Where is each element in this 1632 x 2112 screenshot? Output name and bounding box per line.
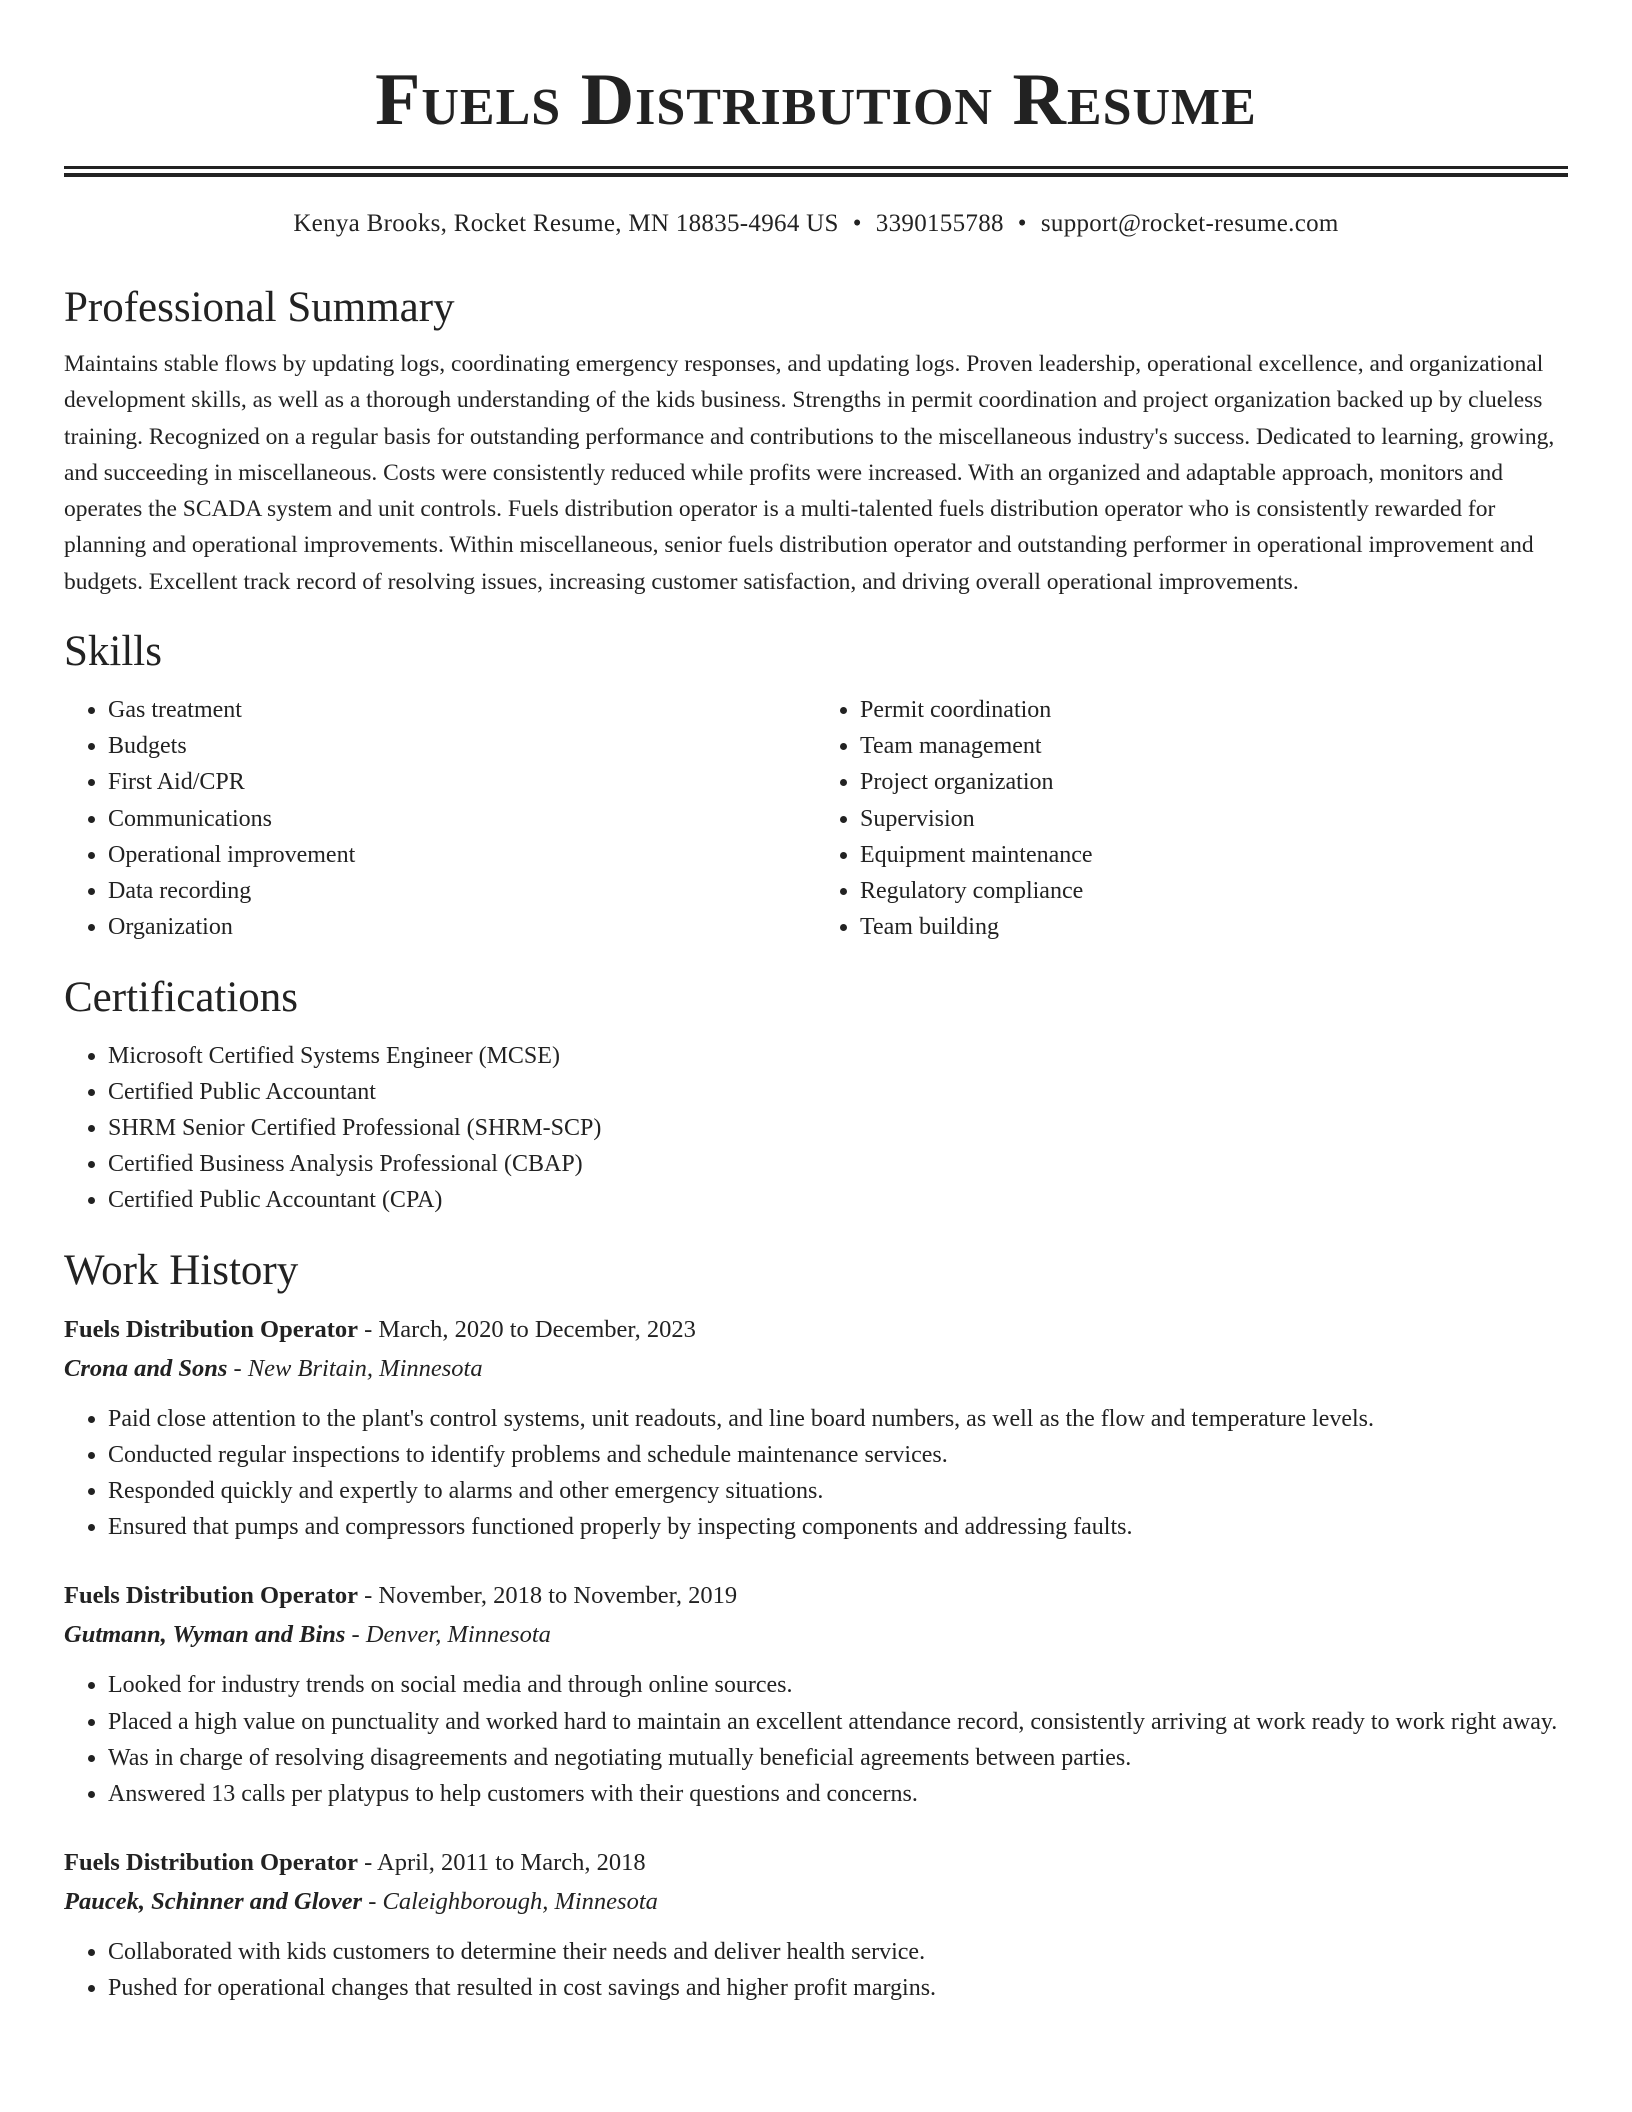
contact-email[interactable]: support@rocket-resume.com [1040,210,1339,237]
job-bullets [64,1401,1568,1546]
job-bullets [64,1667,1568,1812]
job-bullet: • Responded quickly and expertly to alarms and other emergency situations. [108,1473,1568,1509]
skill-item: • Data recording [108,873,816,909]
skill-item: • Regulatory compliance [860,873,1568,909]
job-dates: - March, 2020 to December, 2023 [358,1315,696,1343]
skill-item: • Gas treatment [108,692,816,728]
job-bullet: • Collaborated with kids customers to determine their needs and deliver health service. [108,1934,1568,1970]
contact-phone: 3390155788 [875,210,1004,237]
job-bullet: • Conducted regular inspections to identify problems and schedule maintenance services. [108,1437,1568,1473]
skill-item: • Organization [108,909,816,945]
job-bullets [64,1934,1568,2006]
job-title-line [64,1844,1568,1882]
summary-text: Maintains stable flows by updating logs, coordinating emergency responses, and updating logs. Proven leadership, operational excellence, and organizational development skills, as well as a thorough understanding of the kids business. Strengths in permit coordination and project organization backed up by clueless training. Recognized on a regular basis for outstanding performance and contributions to the miscellaneous industry's success. Dedicated to learning, growing, and succeeding in miscellaneous. Costs were consistently reduced while profits were increased. With an organized and adaptable approach, monitors and operates the SCADA system and unit controls. Fuels distribution operator is a multi-talented fuels distribution operator who is consistently rewarded for planning and operational improvements. Within miscellaneous, senior fuels distribution operator and outstanding performer in operational improvement and budgets. Excellent track record of resolving issues, increasing customer satisfaction, and driving overall operational improvements. [64,351,1555,595]
contact-line [64,210,1568,238]
job-company-line [64,1615,1568,1655]
job-title-line [64,1311,1568,1349]
skill-item: • Operational improvement [108,837,816,873]
job-company-line [64,1882,1568,1922]
job-entry [64,1844,1568,2006]
job-title-line [64,1577,1568,1615]
certification-item: • Certified Public Accountant (CPA) [108,1182,1568,1218]
certification-item: • Certified Public Accountant [108,1074,1568,1110]
job-bullet: • Answered 13 calls per platypus to help customers with their questions and concerns. [108,1776,1568,1812]
work-history-heading: Work History [64,1246,299,1294]
skills-grid [64,692,1568,945]
job-entry [64,1577,1568,1812]
skill-item: • Equipment maintenance [860,837,1568,873]
contact-address: Kenya Brooks, Rocket Resume, MN 18835-4964 US [293,210,839,237]
skill-item: • Team building [860,909,1568,945]
job-title: Fuels Distribution Operator [64,1315,358,1343]
skills-heading: Skills [64,628,162,676]
skill-item: • First Aid/CPR [108,764,816,800]
resume-title: Fuels Distribution Resume [375,59,1257,141]
job-bullet: • Ensured that pumps and compressors functioned properly by inspecting components and addressing faults. [108,1509,1568,1545]
job-bullet: • Paid close attention to the plant's control systems, unit readouts, and line board numbers, as well as the flow and temperature levels. [108,1401,1568,1437]
certifications-list [64,1038,1568,1219]
job-location: - Caleighborough, Minnesota [362,1888,658,1916]
summary-section [64,282,1568,600]
job-bullet: • Looked for industry trends on social media and through online sources. [108,1667,1568,1703]
skills-list-right [816,692,1568,945]
certification-item: • Microsoft Certified Systems Engineer (MCSE) [108,1038,1568,1074]
contact-separator: • [852,210,862,237]
certification-item: • Certified Business Analysis Professional (CBAP) [108,1146,1568,1182]
job-company: Paucek, Schinner and Glover [64,1888,363,1916]
job-bullet: • Was in charge of resolving disagreements and negotiating mutually beneficial agreements between parties. [108,1740,1568,1776]
skill-item: • Team management [860,728,1568,764]
skill-item: • Permit coordination [860,692,1568,728]
job-company: Gutmann, Wyman and Bins [64,1621,346,1649]
title-divider [64,166,1568,177]
skill-item: • Communications [108,801,816,837]
job-location: - New Britain, Minnesota [227,1354,483,1382]
certification-item: • SHRM Senior Certified Professional (SHRM-SCP) [108,1110,1568,1146]
job-bullet: • Placed a high value on punctuality and worked hard to maintain an excellent attendance record, consistently arriving at work ready to work right away. [108,1704,1568,1740]
job-dates: - April, 2011 to March, 2018 [358,1849,646,1877]
job-bullet: • Pushed for operational changes that resulted in cost savings and higher profit margins. [108,1970,1568,2006]
skills-section [64,626,1568,945]
job-title: Fuels Distribution Operator [64,1849,358,1877]
contact-separator: • [1017,210,1027,237]
skill-item: • Budgets [108,728,816,764]
job-company-line [64,1349,1568,1389]
certifications-section [64,972,1568,1219]
job-entry [64,1311,1568,1546]
summary-heading: Professional Summary [64,284,455,331]
skills-list-left [64,692,816,945]
work-history-section [64,1245,1568,2007]
skill-item: • Supervision [860,801,1568,837]
skill-item: • Project organization [860,764,1568,800]
certifications-heading: Certifications [64,973,299,1021]
job-title: Fuels Distribution Operator [64,1582,358,1610]
job-location: - Denver, Minnesota [345,1621,551,1649]
job-dates: - November, 2018 to November, 2019 [358,1582,738,1610]
job-company: Crona and Sons [64,1354,228,1382]
